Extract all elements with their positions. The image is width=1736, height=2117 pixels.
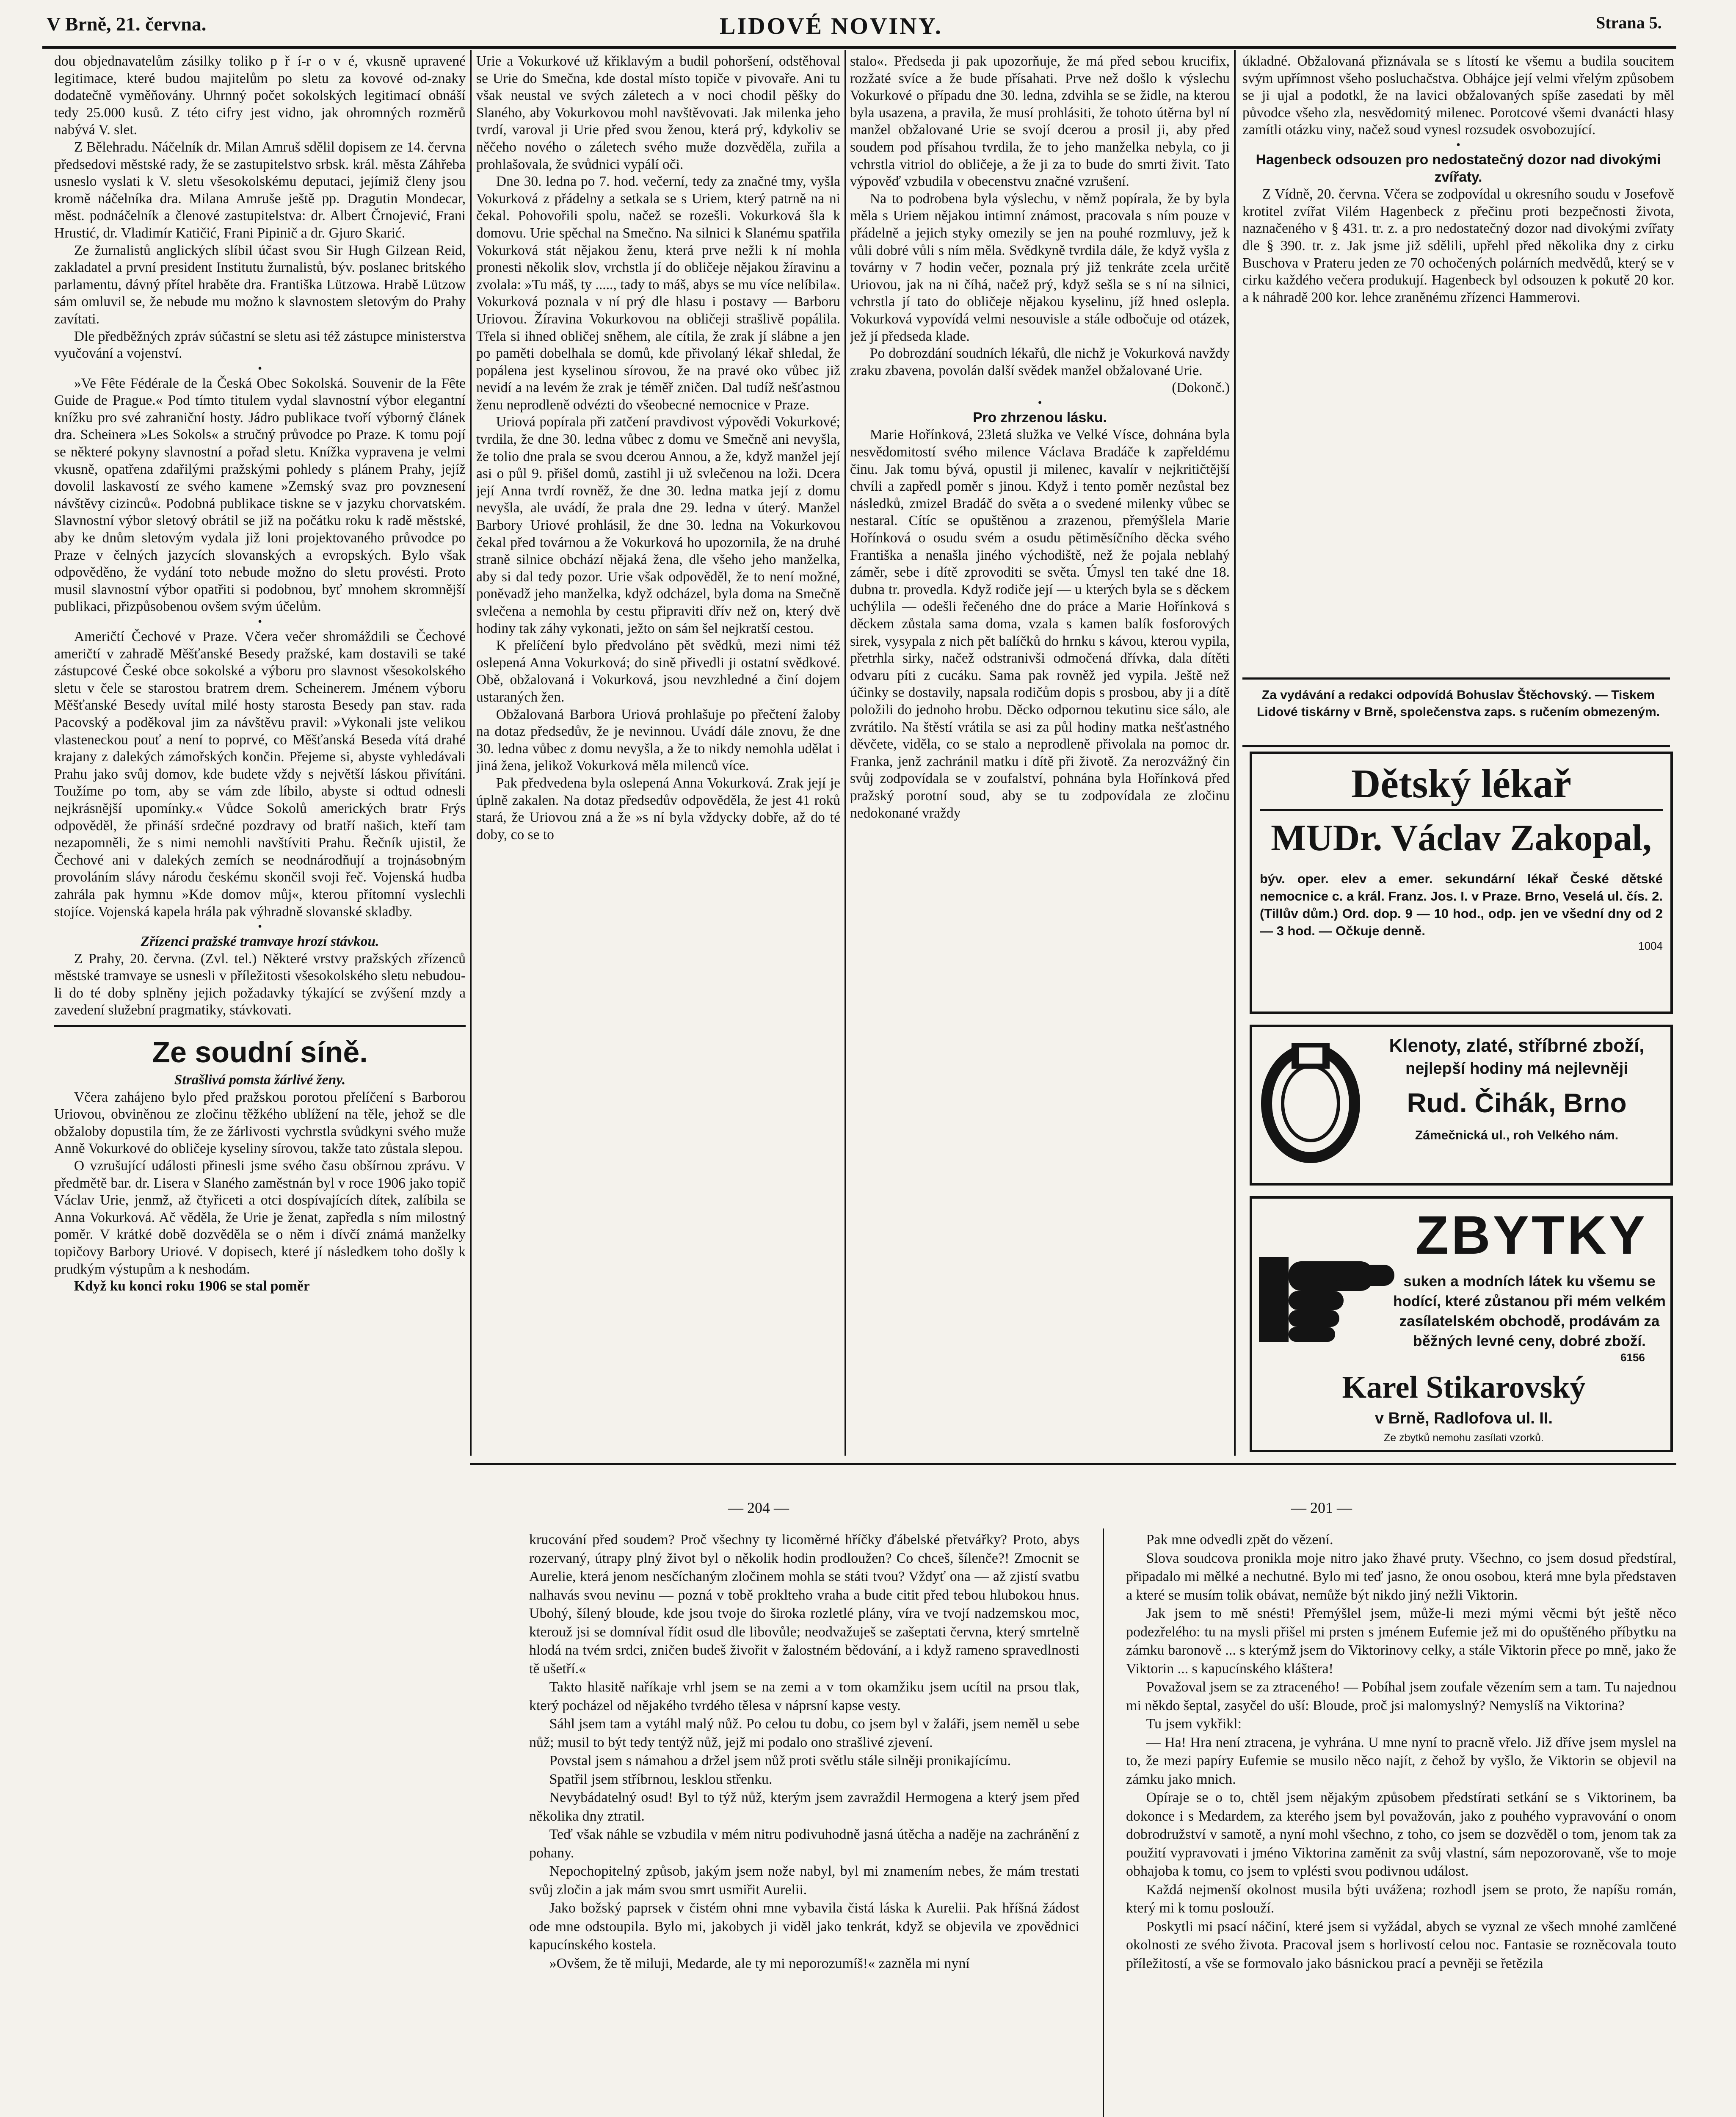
separator-dot: •	[1038, 396, 1042, 409]
column-rule-2	[845, 50, 846, 1456]
novel-left-p4: Povstal jsem s námahou a držel jsem nůž proti světlu stále silněji pronikajícímu.	[549, 1753, 1011, 1769]
section-rule	[54, 1025, 466, 1027]
novel-page-right: — 201 —	[1291, 1499, 1352, 1516]
newspaper-title: LIDOVÉ NOVINY.	[720, 13, 943, 39]
court-col3-p1: stalo«. Předseda ji pak upozorňuje, že má před sebou krucifix, rozžaté svíce a že bude přísahati. Prve než došlo k výslechu Vokurkové o případu dne 30. ledna, zdvihla se se židle, na kterou byla usazena, a pravila, že musí prohlásiti, že tohoto útěrna byl ní manžel obžalované Urie se svojí dcerou a prosil ji, aby před soudem pod přísahou tvrdila, že to jeho manželka nebyla, co ji vchrstla vitriol do obličeje, a že ji za to bude do smrti živit. Tato výpověď vzbudila v obecenstvu značné vzrušení.	[850, 53, 1230, 190]
ad-fabric-title: ZBYTKY	[1416, 1205, 1648, 1266]
ad-doctor-rule	[1260, 809, 1663, 811]
novel-left-p7: Teď však náhle se vzbudila v mém nitru podivuhodně jasná útěcha a naděje na zachránění z pohany.	[529, 1827, 1079, 1861]
article-court-p2: O vzrušující události přinesli jsme svého času obšírnou zprávu. V předmětě bar. dr. Lisera v Slaného zaměstnán byl v roce 1906 jako topič Václav Urie, jenmž, až čtyřiceti a otci dospívajících dítek, zalíbila se Anna Vokurková. Ač věděla, že Urie je ženat, zapředla s ním milostný poměr. V krátké době dozvěděla se o něm i dívčí známá manželky topičovy Barbory Uriové. V dopisech, které jí následkem toho došly k prudkým výstupům a k neshodám.	[54, 1158, 466, 1277]
ring-illustration	[1260, 1040, 1361, 1167]
section-heading-court: Ze soudní síně.	[152, 1036, 368, 1069]
article-english-journalists: Ze žurnalistů anglických slíbil účast svou Sir Hugh Gilzean Reid, zakladatel a první president Institutu žurnalistů, býv. poslanec britského parlamentu, dávný přítel hraběte dra. Františka Lützowa. Hrabě Lützow sám omluvil se, že nebude mu možno k slavnostem sletovým do Prahy zavítati.	[54, 242, 466, 327]
ad-fabric-note: Ze zbytků nemohu zasílati vzorků.	[1384, 1432, 1544, 1444]
column-2	[476, 53, 840, 1454]
ad-fabric-number: 6156	[1620, 1351, 1645, 1364]
court-subheading: Strašlivá pomsta žárlivé ženy.	[174, 1072, 346, 1088]
header-location-date: V Brně, 21. června.	[47, 13, 207, 35]
column-4	[1242, 53, 1674, 667]
ad-jewelry-name: Rud. Čihák, Brno	[1407, 1088, 1627, 1118]
impressum-rule-bottom	[1242, 745, 1670, 747]
novel-right-p3: Jak jsem to mě snésti! Přemýšlel jsem, může-li mezi mými věcmi být ještě něco podezřelého: tu na mysli přišel mi prsten s jménem Eufemie jež mi do opuštěného příbytku na zámku baronově ... s kterýmž jsem do Viktorinovy celky, a stále Viktorin přece po mně, jako že Viktorin ... s kapucínského klášterа!	[1126, 1606, 1676, 1677]
court-continued-p6: Pak předvedena byla oslepená Anna Vokurková. Zrak její je úplně zakalen. Na dotaz předsedův odpověděla, že jest 41 roků stará, že Uriovou zná a že »s ní byla vždycky dobře, až do té doby, co se to	[476, 775, 840, 843]
court-continued-p5: Obžalovaná Barbora Uriová prohlašuje po přečtení žaloby na dotaz předsedův, že je nevinnou. Uvádí dále znovu, že dne 30. ledna vůbec z domu nevyšla, a že to nikdy nemohla udělat i jiná žena, jelikož Vokurková měla milenců více.	[476, 706, 840, 774]
column-3	[850, 53, 1230, 1454]
novel-right-p5: Tu jsem vykřikl:	[1146, 1716, 1242, 1732]
tram-strike-title: Zřízenci pražské tramvaye hrozí stávkou.	[141, 934, 379, 950]
article-legitimations-end: dou objednavatelům zásilky toliko p ř í-r o v é, vkusně upravené legitimace, které budou majitelům po sletu za kovové od-znaky dodatečně vyměňovány. Uhrnný počet sokolských legitimací obnáší tedy 25.000 kusů. Z této cifry jest vidno, jak ohromných rozměrů nabývá V. slet.	[54, 53, 466, 138]
header-rule	[42, 46, 1676, 49]
novel-right-p1: Pak mne odvedli zpět do vězení.	[1146, 1532, 1333, 1548]
ad-fabric	[1250, 1196, 1673, 1452]
novel-right-p8: Každá nejmenší okolnost musila býti uvážena; rozhodl jsem se proto, že napíšu román, který mi k tomu poslouží.	[1126, 1882, 1676, 1916]
article-fete-guide: »Ve Fête Fédérale de la Česká Obec Sokolská. Souvenir de la Fête Guide de Prague.« Pod tímto titulem vydal slavnostní výbor elegantní knížku pro své zahraniční hosty. Jádro publikace tvoří výborný článek dra. Scheinera »Les Sokols« a stručný průvodce po Praze. K tomu pojí se některé pokyny slavnostní a pořad sletu. Knížka vypravena je velmi vkusně, opatřena zdařilými pražskými pohledy s plánem Prahy, jejíž dovolil laskavostí ze svého kamene »Zemský svaz pro povznesení návštěvy cizinců«. Podobná publikace tiskne se v jazyku chorvatském. Slavnostní výbor sletový obrátil se již na počátku roku k radě městské, aby ke dnům sletovým vydala již loni projektovaného průvodce po Praze v čelných jazycích slovanských a evropských. Bylo však odpověděno, že vydání toto nebude možno do sletu provésti. Proto musil slavnostní výbor opatřiti si podobnou, byť mnohem skromnější publikaci, přizpůsobenou ovšem svým účelům.	[54, 375, 466, 615]
ad-jewelry	[1250, 1025, 1673, 1186]
novel-column-left	[529, 1531, 1079, 2117]
novel-right-p9: Poskytli mi psací náčiní, které jsem si vyžádal, abych se vyznal ze všech mnohé zamlčené okolnosti ze svého života. Pracoval jsem s horlivostí celou noc. Fantasie se rozněcovala touto příležitostí, a vše se formovalo jako básnickou prací a pevněji se řetězila	[1126, 1918, 1676, 1971]
article-title-love: Pro zhrzenou lásku.	[973, 409, 1107, 426]
court-col3-p3: Po dobrozdání soudních lékařů, dle nichž je Vokurková navždy zraku zbavena, povolán další svědek manžel obžalované Urie.	[850, 345, 1230, 379]
novel-page-left: — 204 —	[728, 1499, 789, 1516]
novel-left-p9: Jako božský paprsek v čistém ohni mne vybavila čistá láska k Aurelii. Pak hříšná žádost ode mne odstoupila. Bylo mi, jakobych ji viděl jako tenkrát, když se objevila ve zpovědnici kapucínského kostela.	[529, 1900, 1079, 1953]
article-title-hagenbeck: Hagenbeck odsouzen pro nedostatečný dozor nad divokými zvířaty.	[1256, 152, 1661, 185]
column-rule-1	[470, 50, 472, 1456]
feuilleton-rule	[470, 1463, 1676, 1465]
article-hagenbeck: Z Vídně, 20. června. Včera se zodpovídal u okresního soudu v Josefově krotitel zvířat Vilém Hagenbeck z přečinu proti bezpečnosti života, naznačeného v § 431. tr. z. a pro nedostatečný dozor nad divokými zvířaty dle § 390. tr. z. Jak jsme již sdělili, upřehl před několika dny z cirku Buschova v Prateru jeden ze 70 ochočených polárních medvědů, který se v cirku každého večera produkují. Hagenbeck byl odsouzen k pokutě 20 kor. a k náhradě 200 kor. lehce zraněnému zřízenci Hammerovi.	[1242, 186, 1674, 305]
page-number: Strana 5.	[1596, 13, 1662, 32]
separator-dot: •	[258, 920, 262, 934]
ad-doctor-text: býv. oper. elev a emer. sekundární lékař České dětské nemocnice c. a král. Franz. Jos. I. v Praze. Brno, Veselá ul. čís. 2. (Tillův dům.) Ord. dop. 9 — 10 hod., odp. jen ve všední dny od 2 — 3 hod. — Očkuje denně.	[1260, 871, 1663, 938]
ad-jewelry-line2: nejlepší hodiny má nejlevněji	[1405, 1060, 1628, 1078]
court-col3-p2: Na to podrobena byla výslechu, v němž popírala, že by byla měla s Uriem nějakou intimní známost, pracovala s ním pouze v přádelně a jejich styky omezily se jen na pouhé rozmluvy, jež k vůli dobré vůli s ním měla. Svědkyně tvrdila dále, že když vyšla z továrny v 7 hodin večer, poznala prý již tenkráte zcela určitě Uriovou, jak na ni číhá, načež prý, když sešla se s ní na silnici, vchrstla jí tato do obličeje nějakou kyselinu, jíž hned oslepla. Vokurková vypovídá velmi nesouvisle a stále odbočuje od otázek, jež jí předseda klade.	[850, 191, 1230, 344]
novel-right-p7: Opíraje se o to, chtěl jsem nějakým způsobem předstírati setkání se s Viktorinem, ba dokonce i s Medardem, za kterého jsem byl považován, jako z pouhého vypravování o onom dobrodružství v samotě, a nyní mohl všechno, z toho, co jsem se dozvěděl o tom, jenom tak za použití vypravovati i jméno Viktorina zaměnit za svůj vlastní, sám nepozorovaně, vše to moje obhajoba k tomu, co jsem to vplésti svou podivnou událost.	[1126, 1790, 1676, 1879]
ad-doctor-name: MUDr. Václav Zakopal,	[1271, 818, 1652, 859]
article-american-czechs: Američtí Čechové v Praze. Včera večer shromáždili se Čechové američtí v zahradě Měšťanské Besedy pražské, kam dostavili se také zástupcové České obce sokolské a výboru pro slavnost všesokolského sletu v čele se starostou bratrem drem. Scheinerem. Jménem výboru Měšťanské Besedy uvítal milé hosty starosta Besedy pan stav. rada Pacovský a poděkoval jim za návštěvu pravil: »Vykonali jste velikou vlasteneckou pouť a není to poprvé, co Měšťanská Beseda vítá drahé krajany z dalekých zámořských končin. Přejeme si, abyste vyhledávali Prahu jako svůj domov, kde budete vždy s největší láskou přivítáni. Toužíme po tom, aby se vám zde líbilo, abyste si odtud odnesli nejkrásnější upomínky.« Vůdce Sokolů amerických bratr Frýs odpověděl, že přináší srdečné pozdravy od bratří našich, kteří tam nezapomněli, že s nimi nemohli navštíviti Prahu. Řečník ujistil, že Čechové ani v dalekých zemích se neodnárodňují a trojnásobným provoláním slávy národu českému skončil svoji řeč. Vojenská hudba zahrála pak hymnu »Kde domov můj«, kterou přítomní vyslechli stojíce. Vojenská kapela hrála pak výhradně slovanské skladby.	[54, 629, 466, 920]
court-continued-p2: Dne 30. ledna po 7. hod. večerní, tedy za značné tmy, vyšla Vokurková z přádelny a setkala se s Uriem, který patrně na ni čekal. Pohovořili spolu, načež se rozešli. Vokurková šla k domovu. Urie spěchal na Smečno. Na silnici k Slanému spatřila Vokurková stát nějakou ženu, která prve nežli k ní mohla pronesti několik slov, vrchstla jí do obličeje nějakou žíravinu a zvolala: »Tu máš, ty ....., tady to máš, abys se mu více nelíbila«. Vokurková poznala v ní prý dle hlasu i postavy — Barboru Uriovou. Žíravina Vokurkovou na obličeji strašlivě popálila. Třela si ihned obličej sněhem, ale cítila, že zrak jí slábne a jen po paměti dobelhala se domů, kde přivolaný lékař shledal, že popálena jest kyselinou sírovou, že na pravé oko vůbec již nevidí a na levém že zrak je téměř zničen. Dal tudíž nešťastnou ženu neprodleně odvézti do všeobecné nemocnice v Praze.	[476, 174, 840, 413]
article-court-p3: Když ku konci roku 1906 se stal poměr	[74, 1278, 310, 1294]
article-ministry: Dle předběžných zpráv súčastní se sletu asi též zástupce ministerstva vyučování a vojenství.	[54, 328, 466, 362]
novel-left-p2: Takto hlasitě naříkaje vrhl jsem se na zemi a v tom okamžiku jsem ucítil na prsou tlak, který pocházel od nějakého tvrdého tělesa v náprsní kapse vesty.	[529, 1679, 1079, 1713]
novel-left-p5: Spatřil jsem stříbrnou, lesklou střenku.	[549, 1771, 773, 1787]
novel-left-p3: Sáhl jsem tam a vytáhl malý nůž. Po celou tu dobu, co jsem byl v žaláři, jsem neměl u sebe nůž; musil to být tedy tentýž nůž, jejž mi podalo ono strašlivé zjevení.	[529, 1716, 1079, 1750]
novel-column-right	[1126, 1531, 1676, 2117]
novel-left-p8: Nepochopitelný způsob, jakým jsem nože nabyl, byl mi znamením nebes, že mám trestati svůj zločin a jak mám svou smrt usmiřit Aurelii.	[529, 1863, 1079, 1898]
continued-note: (Dokonč.)	[1172, 380, 1230, 396]
novel-left-p6: Nevybádatelný osud! Byl to týž nůž, kterým jsem zavraždil Hermogena a který jsem před několika dny ztratil.	[529, 1790, 1079, 1824]
article-love-p1: Marie Hořínková, 23letá služka ve Velké Vísce, dohnána byla nesvědomitostí svého milence Václava Bradáče k zapřeldému činu. Jak tomu bývá, opustil ji milenec, kavalír v nejkritičtější chvíli a zapředl poměr s jinou. Když i tento poměr nezůstal bez následků, zmizel Bradáč do světa a o svedené milenky vůbec se nestaral. Cítíc se opuštěnou a zrazenou, přemýšlela Marie Hořínková o osudu svém a osudu pětiměsíčního děcka svého Františka a nenašla jiného východiště, než že pojala neblahý záměr, sebe i dítě zprovoditi se světa. Úmysl ten také dne 18. dubna tr. provedla. Když rodiče její — u kterých byla se s děckem uchýlila — odešli řečeného dne do práce a Marie Hořínková s děckem zůstala sama doma, vzala s kamen balík fosforových sirek, vysypala z nich pět balíčků do hrnku s kávou, kterou vypila, přetrhla sirky, načež odstranivši odmočená dřívka, dala dítěti odvaru píti z cucáku. Sama pak rovněž jed vypila. Ještě než účinky se dostavily, napsala rodičům dopis s prosbou, aby ji a dítě položili do jednoho hrobu. Děcko odpornou tekutinu sice sálo, ale zvrátilo. Na štěstí vrátila se asi za půl hodiny matka nešťastného děvčete, viděla, co se stalo a neprodleně přivolala na pomoc dr. Franka, jenž zachránil matku i dítě při životě. Za nerozvážný čin svůj zodpovídala se v zoufalství, pohnána byla Hořínková před pražský porotní soud, aby se tu zodpovídala ze zločinu nedokonané vraždy	[850, 427, 1230, 821]
ad-jewelry-address: Zámečnická ul., roh Velkého nám.	[1415, 1128, 1619, 1142]
pointing-hand-icon	[1259, 1211, 1394, 1354]
court-continued-p4: K přelíčení bylo předvoláno pět svědků, mezi nimi též oslepená Anna Vokurková; do sině přivedli ji ostatní svědkové. Obě, obžalovaná i Vokurková, jsou nevzhledné a činí dojem ustaraných žen.	[476, 638, 840, 705]
article-zagreb-deputation: Z Bělehradu. Náčelník dr. Milan Amruš sdělil dopisem ze 14. června předsedovi městské rady, že se zastupitelstvo srbsk. král. města Záhřeba usneslo vyslati k V. sletu všesokolskému deputaci, jejímiž členy jsou kromě náčelníka dra. Milana Amruše ještě pp. Dragutin Mondecar, měst. podnáčelník a členové zastupitelstva: dr. Albert Črnojević, Frani Hrustić, dr. Vladimír Katičić, Frani Pipinič a dr. Gjuro Skarić.	[54, 139, 466, 241]
novel-right-p4: Považoval jsem se za ztraceného! — Pobíhal jsem zoufale vězením sem a tam. Tu najednou mi někdo šeptal, zasyčel do uší: Bloude, proč jsi malomyslný? Nemyslíš na Viktorina?	[1126, 1679, 1676, 1713]
novel-right-p6: — Ha! Hra není ztracena, je vyhrána. U mne nyní to pracně vřelo. Již dříve jsem myslel na to, že mezi papíry Eufemie se musilo něco najít, z čehož by vyšlo, že Viktorin se objevil na zámku jako mnich.	[1126, 1734, 1676, 1787]
ad-fabric-text: suken a modních látek ku všemu se hodící, které zůstanou při mém velkém zasílatelském obchodě, prodávám za běžných levné ceny, dobré zboží.	[1393, 1273, 1666, 1349]
ad-fabric-name: Karel Stikarovský	[1342, 1370, 1586, 1405]
separator-dot: •	[258, 362, 262, 375]
column-rule-3	[1234, 50, 1236, 1456]
article-court-p1: Včera zahájeno bylo před pražskou porotou přelíčení s Barborou Uriovou, obviněnou ze zločinu těžkého ublížení na těle, jehož se dle obžaloby dopustila tím, že ze žárlivosti vychrstla svůdkyni svého muže Anně Vokurkové do obličeje kyseliny sírovou, takže tato zůstala slepou.	[54, 1089, 466, 1157]
column-1	[54, 53, 466, 2117]
feuilleton-column-rule	[1103, 1528, 1104, 2117]
novel-right-p2: Slova soudcova pronikla moje nitro jako žhavé pruty. Všechno, co jsem dosud předstíral, připadalo mi mělké a nechutné. Bylo mi teď jasno, že onou osobou, která mne byla představen a které se musím tolik obávat, nemůže být nikdo jiný nežli Viktorin.	[1126, 1550, 1676, 1603]
ad-doctor	[1250, 752, 1673, 1014]
ad-doctor-title: Dětský lékař	[1351, 761, 1571, 806]
impressum-rule-top	[1242, 677, 1670, 680]
novel-left-p1: krucování před soudem? Proč všechny ty licoměrné hříčky ďábelské přetvářky? Proto, abys rozervaný, útrapy plný život byl o několik hodin prodloužen? Co chceš, šílenče?! Zmocnit se Aurelie, která jenom nesčíchaným zločinem mohla se státi tvou? Vždyť ona — až zjistí svatbu nalhavás svou nevinu — pozná v tobě proklteho vraha a bude citit před tebou hlubokou hnus. Ubohý, šílený bloude, kde jsou tvoje do široka rozletlé plány, víra ve tvojí nadzemskou moc, kterouž jsi se domníval řídit osud dle libovůle; neodvažuješ se zašeptati června, který smrtelně hlodá na tvém srdci, zničen budeš živořit v žalostném bědování, a i když rameno spravedlnosti tě ušetří.«	[529, 1532, 1079, 1677]
court-continued-p1: Urie a Vokurkové už křiklavým a budil pohoršení, odstěhoval se Urie do Smečna, kde dostal místo topiče v pivovaře. Ani tu však neustal ve svých záletech a v noci chodil pěšky do Slaného, aby Vokurkovou mohl navštěvovati. Jak milenka jeho tvrdí, varoval ji Urie před svou ženou, která prý, kdykoliv se něčeho nového o záletech svého muže dozvěděla, zuřila a prohlašovala, že svůdnici vypálí oči.	[476, 53, 840, 172]
article-love-end: úkladné. Obžalovaná přiznávala se s lítostí ke všemu a budila soucitem svým upřímnost všeho posluchačstva. Obhájce její velmi vřelým způsobem se ji ujal a podotkl, že na lavici obžalovaných spíše zasedati by měl původce všeho zla, nesvědomitý milenec. Porotcové všemi dvanácti hlasy zamítli otázku viny, načež soud vynesl rozsudek osvobozující.	[1242, 53, 1674, 138]
article-tram-strike: Z Prahy, 20. června. (Zvl. tel.) Některé vrstvy pražských zřízenců městské tramvaye se usnesli v příležitosti všesokolského sletu nebudou-li do té doby splněny jejich požadavky týkající se zvýšení mzdy a zavedení služební pragmatiky, stávkovati.	[54, 951, 466, 1018]
ad-doctor-number: 1004	[1638, 940, 1663, 952]
novel-left-p10: »Ovšem, že tě miluji, Medarde, ale ty mi neporozumíš!« zazněla mi nyní	[549, 1955, 970, 1971]
separator-dot: •	[1456, 138, 1460, 152]
court-continued-p3: Uriová popírala při zatčení pravdivost výpovědi Vokurkové; tvrdila, že dne 30. ledna vůbec z domu ve Smečně ani nevyšla, že tolio dne prala se svou dcerou Annou, a že, když manžel její asi o půl 9. přišel domů, zastihl ji už svlečenou na loži. Dcera její Anna tvrdí rovněž, že dne 30. ledna matka její z domu nevyšla, ale uvádí, že prala dne 29. ledna v úterý. Manžel Barbory Uriové prohlásil, že dne 30. ledna na Vokurkovou čekal před továrnou a že Vokurková ho upozornila, že na druhé straně silnice obchází nějaká žena, dle všeho jeho manželka, aby si dal tedy pozor. Urie však odpověděl, že to není možné, poněvadž jeho manželka, když odcházel, byla doma na Smečně svlečena a nemohla by cestu připraviti dřív než on, který dvě hodiny tak záhy vykonati, ježto on sám šel nejkratší cestou.	[476, 414, 840, 636]
impressum: Za vydávání a redakci odpovídá Bohuslav Štěchovský. — Tiskem Lidové tiskárny v Brně, společenstva zaps. s ručením obmezeným.	[1256, 688, 1660, 719]
ad-jewelry-line1: Klenoty, zlaté, stříbrné zboží,	[1389, 1035, 1645, 1056]
ad-fabric-address: v Brně, Radlofova ul. II.	[1374, 1409, 1553, 1427]
separator-dot: •	[258, 615, 262, 628]
